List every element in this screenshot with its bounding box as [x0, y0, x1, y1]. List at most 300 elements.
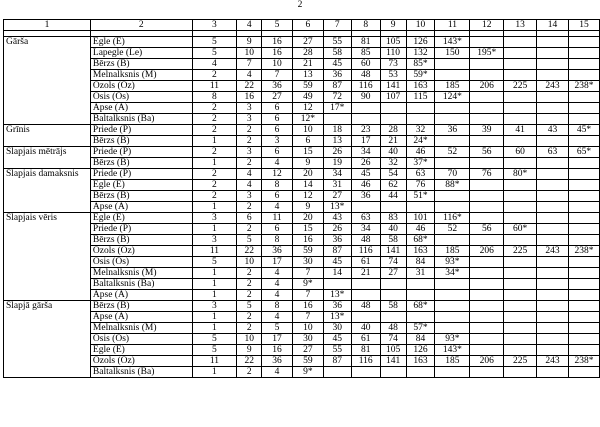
value-cell	[435, 136, 470, 147]
value-cell	[435, 59, 470, 70]
value-cell	[537, 312, 569, 323]
value-cell	[470, 235, 504, 246]
value-cell: 23	[351, 125, 380, 136]
value-cell	[351, 290, 380, 301]
value-cell	[504, 279, 537, 290]
value-cell: 27	[380, 268, 406, 279]
value-cell	[470, 334, 504, 345]
value-cell: 49	[292, 92, 323, 103]
value-cell: 2	[237, 290, 262, 301]
value-cell: 56	[470, 224, 504, 235]
table-row	[4, 103, 600, 114]
species-cell: Bērzs (B)	[90, 301, 192, 312]
value-cell: 115	[406, 92, 435, 103]
page-number: 2	[297, 0, 303, 10]
value-cell	[504, 158, 537, 169]
value-cell: 16	[237, 92, 262, 103]
value-cell: 34	[351, 147, 380, 158]
value-cell	[435, 290, 470, 301]
value-cell: 16	[292, 301, 323, 312]
value-cell: 15	[292, 224, 323, 235]
value-cell	[470, 202, 504, 213]
value-cell: 238*	[568, 356, 599, 367]
value-cell: 36	[323, 235, 351, 246]
value-cell: 17	[262, 334, 293, 345]
table-row	[4, 70, 600, 81]
value-cell: 5	[237, 301, 262, 312]
table-row	[4, 257, 600, 268]
value-cell: 80*	[504, 169, 537, 180]
value-cell	[504, 92, 537, 103]
value-cell: 4	[237, 70, 262, 81]
value-cell: 22	[237, 81, 262, 92]
value-cell: 11	[192, 246, 237, 257]
value-cell: 20	[292, 169, 323, 180]
value-cell: 10	[237, 257, 262, 268]
value-cell	[568, 48, 599, 59]
value-cell	[537, 367, 569, 378]
value-cell: 9	[292, 158, 323, 169]
column-header-1: 1	[4, 20, 91, 31]
value-cell	[470, 268, 504, 279]
value-cell: 40	[351, 323, 380, 334]
value-cell: 87	[323, 246, 351, 257]
value-cell: 84	[406, 257, 435, 268]
value-cell: 21	[380, 136, 406, 147]
value-cell: 8	[192, 92, 237, 103]
value-cell	[504, 202, 537, 213]
value-cell	[351, 103, 380, 114]
value-cell: 101	[406, 213, 435, 224]
value-cell	[406, 103, 435, 114]
value-cell	[504, 257, 537, 268]
value-cell: 6	[262, 147, 293, 158]
value-cell	[351, 114, 380, 125]
species-cell: Apse (A)	[90, 103, 192, 114]
value-cell: 63	[537, 147, 569, 158]
value-cell: 46	[406, 224, 435, 235]
value-cell: 132	[406, 48, 435, 59]
table-row	[4, 180, 600, 191]
value-cell	[504, 114, 537, 125]
value-cell	[568, 169, 599, 180]
table-row	[4, 92, 600, 103]
value-cell: 58	[380, 235, 406, 246]
value-cell	[351, 279, 380, 290]
value-cell	[537, 257, 569, 268]
value-cell	[568, 345, 599, 356]
value-cell: 13	[323, 136, 351, 147]
table-row	[4, 81, 600, 92]
value-cell: 163	[406, 81, 435, 92]
value-cell	[470, 345, 504, 356]
value-cell: 31	[323, 180, 351, 191]
value-cell: 1	[192, 323, 237, 334]
value-cell: 46	[351, 180, 380, 191]
value-cell	[568, 92, 599, 103]
value-cell	[568, 334, 599, 345]
value-cell	[470, 257, 504, 268]
value-cell	[380, 202, 406, 213]
column-header-15: 15	[568, 20, 599, 31]
value-cell: 55	[323, 345, 351, 356]
value-cell: 13*	[323, 202, 351, 213]
value-cell: 59	[292, 81, 323, 92]
value-cell	[504, 367, 537, 378]
value-cell	[504, 103, 537, 114]
value-cell: 3	[237, 114, 262, 125]
value-cell: 141	[380, 246, 406, 257]
value-cell	[470, 136, 504, 147]
table-row	[4, 224, 600, 235]
value-cell	[470, 158, 504, 169]
value-cell	[380, 290, 406, 301]
value-cell: 206	[470, 246, 504, 257]
value-cell: 2	[237, 268, 262, 279]
value-cell: 30	[323, 323, 351, 334]
table-row	[4, 147, 600, 158]
value-cell: 57*	[406, 323, 435, 334]
value-cell: 36	[262, 356, 293, 367]
value-cell: 5	[192, 48, 237, 59]
value-cell: 4	[192, 59, 237, 70]
value-cell: 3	[192, 213, 237, 224]
value-cell: 150	[435, 48, 470, 59]
value-cell: 4	[262, 367, 293, 378]
column-header-6: 6	[292, 20, 323, 31]
value-cell	[504, 180, 537, 191]
value-cell	[568, 268, 599, 279]
value-cell: 141	[380, 356, 406, 367]
value-cell: 5	[192, 334, 237, 345]
value-cell: 6	[262, 191, 293, 202]
value-cell	[568, 59, 599, 70]
value-cell: 243	[537, 356, 569, 367]
value-cell: 60*	[504, 224, 537, 235]
value-cell: 6	[237, 213, 262, 224]
value-cell: 56	[470, 147, 504, 158]
value-cell: 6	[292, 136, 323, 147]
species-cell: Ozols (Oz)	[90, 246, 192, 257]
value-cell: 116	[351, 356, 380, 367]
value-cell	[435, 235, 470, 246]
value-cell: 36	[262, 246, 293, 257]
value-cell: 243	[537, 246, 569, 257]
value-cell	[470, 103, 504, 114]
value-cell: 44	[380, 191, 406, 202]
value-cell	[537, 279, 569, 290]
value-cell	[568, 213, 599, 224]
value-cell: 76	[470, 169, 504, 180]
species-cell: Melnalksnis (M)	[90, 323, 192, 334]
value-cell: 126	[406, 345, 435, 356]
value-cell: 19	[323, 158, 351, 169]
value-cell	[537, 48, 569, 59]
value-cell: 10	[237, 48, 262, 59]
value-cell: 6	[262, 114, 293, 125]
value-cell: 4	[262, 312, 293, 323]
value-cell	[470, 180, 504, 191]
species-cell: Priede (P)	[90, 169, 192, 180]
value-cell	[568, 180, 599, 191]
value-cell: 6	[262, 224, 293, 235]
value-cell: 24*	[406, 136, 435, 147]
value-cell: 12*	[292, 114, 323, 125]
value-cell: 48	[351, 235, 380, 246]
value-cell	[568, 202, 599, 213]
column-header-10: 10	[406, 20, 435, 31]
value-cell: 61	[351, 257, 380, 268]
table-row	[4, 268, 600, 279]
species-cell: Osis (Os)	[90, 92, 192, 103]
value-cell: 8	[262, 180, 293, 191]
species-cell: Baltalksnis (Ba)	[90, 367, 192, 378]
table-row	[4, 367, 600, 378]
value-cell: 16	[262, 48, 293, 59]
table-row	[4, 191, 600, 202]
value-cell: 5	[192, 257, 237, 268]
value-cell	[537, 268, 569, 279]
value-cell	[435, 103, 470, 114]
value-cell: 2	[237, 367, 262, 378]
value-cell	[537, 180, 569, 191]
species-cell: Apse (A)	[90, 290, 192, 301]
value-cell: 32	[406, 125, 435, 136]
value-cell: 1	[192, 268, 237, 279]
value-cell	[470, 37, 504, 48]
value-cell: 12	[262, 169, 293, 180]
value-cell	[504, 136, 537, 147]
value-cell: 10	[237, 334, 262, 345]
value-cell: 39	[470, 125, 504, 136]
value-cell: 45	[323, 334, 351, 345]
value-cell: 45	[351, 169, 380, 180]
value-cell	[380, 312, 406, 323]
table-row	[4, 48, 600, 59]
value-cell	[504, 37, 537, 48]
value-cell: 26	[351, 158, 380, 169]
value-cell	[470, 70, 504, 81]
species-cell: Baltalksnis (Ba)	[90, 279, 192, 290]
value-cell: 2	[237, 158, 262, 169]
column-header-8: 8	[351, 20, 380, 31]
value-cell: 21	[351, 268, 380, 279]
value-cell: 4	[262, 279, 293, 290]
value-cell	[504, 312, 537, 323]
value-cell	[470, 191, 504, 202]
table-row	[4, 235, 600, 246]
species-cell: Egle (E)	[90, 213, 192, 224]
column-header-14: 14	[537, 20, 569, 31]
site-type-cell: Gārša	[4, 37, 91, 125]
value-cell: 18	[323, 125, 351, 136]
value-cell	[470, 114, 504, 125]
value-cell: 85	[351, 48, 380, 59]
value-cell: 2	[237, 202, 262, 213]
site-type-cell: Slapjais vēris	[4, 213, 91, 301]
table-row	[4, 290, 600, 301]
value-cell	[568, 301, 599, 312]
value-cell: 17	[262, 257, 293, 268]
value-cell: 34	[323, 169, 351, 180]
value-cell	[435, 312, 470, 323]
value-cell: 27	[323, 191, 351, 202]
value-cell: 34*	[435, 268, 470, 279]
value-cell	[537, 158, 569, 169]
value-cell: 16	[292, 235, 323, 246]
column-header-7: 7	[323, 20, 351, 31]
table-row	[4, 37, 600, 48]
table-row	[4, 59, 600, 70]
value-cell: 21	[292, 59, 323, 70]
value-cell: 225	[504, 246, 537, 257]
species-cell: Egle (E)	[90, 37, 192, 48]
value-cell: 2	[192, 103, 237, 114]
species-cell: Melnalksnis (M)	[90, 70, 192, 81]
site-type-cell: Grīnis	[4, 125, 91, 147]
value-cell: 8	[262, 301, 293, 312]
value-cell: 7	[262, 70, 293, 81]
value-cell: 185	[435, 246, 470, 257]
value-cell: 27	[292, 345, 323, 356]
value-cell: 7	[292, 312, 323, 323]
value-cell	[470, 92, 504, 103]
value-cell: 163	[406, 356, 435, 367]
table-row	[4, 345, 600, 356]
value-cell: 243	[537, 81, 569, 92]
value-cell	[323, 114, 351, 125]
value-cell	[568, 37, 599, 48]
value-cell: 16	[262, 37, 293, 48]
table-row	[4, 158, 600, 169]
column-header-13: 13	[504, 20, 537, 31]
species-cell: Priede (P)	[90, 147, 192, 158]
site-type-cell: Slapjā gārša	[4, 301, 91, 378]
value-cell: 52	[435, 224, 470, 235]
value-cell: 26	[323, 224, 351, 235]
value-cell: 206	[470, 356, 504, 367]
table-row	[4, 301, 600, 312]
value-cell: 2	[192, 191, 237, 202]
value-cell: 2	[237, 312, 262, 323]
value-cell	[537, 136, 569, 147]
value-cell: 9	[292, 202, 323, 213]
value-cell: 84	[406, 334, 435, 345]
value-cell: 13*	[323, 290, 351, 301]
value-cell: 2	[192, 125, 237, 136]
value-cell: 36	[351, 191, 380, 202]
value-cell	[435, 367, 470, 378]
value-cell: 5	[262, 323, 293, 334]
value-cell: 36	[323, 70, 351, 81]
value-cell	[568, 235, 599, 246]
value-cell	[568, 290, 599, 301]
value-cell	[380, 367, 406, 378]
value-cell: 20	[292, 213, 323, 224]
value-cell: 141	[380, 81, 406, 92]
value-cell	[504, 213, 537, 224]
value-cell	[537, 213, 569, 224]
value-cell	[435, 114, 470, 125]
value-cell: 45	[323, 59, 351, 70]
value-cell: 27	[292, 37, 323, 48]
value-cell: 105	[380, 345, 406, 356]
value-cell: 3	[237, 191, 262, 202]
value-cell	[470, 59, 504, 70]
value-cell: 7	[292, 268, 323, 279]
value-cell	[435, 158, 470, 169]
value-cell	[504, 290, 537, 301]
value-cell: 59*	[406, 70, 435, 81]
table-row	[4, 202, 600, 213]
value-cell: 10	[292, 125, 323, 136]
value-cell: 76	[406, 180, 435, 191]
value-cell	[568, 279, 599, 290]
value-cell	[504, 323, 537, 334]
table-row	[4, 312, 600, 323]
value-cell: 4	[262, 202, 293, 213]
value-cell: 36	[262, 81, 293, 92]
value-cell: 30	[292, 334, 323, 345]
value-cell: 5	[237, 235, 262, 246]
value-cell	[435, 279, 470, 290]
value-cell	[537, 191, 569, 202]
value-cell	[406, 367, 435, 378]
value-cell: 53	[380, 70, 406, 81]
value-cell	[568, 114, 599, 125]
value-cell: 68*	[406, 301, 435, 312]
value-cell: 4	[262, 290, 293, 301]
value-cell: 22	[237, 356, 262, 367]
table-row	[4, 136, 600, 147]
value-cell	[537, 37, 569, 48]
species-cell: Bērzs (B)	[90, 158, 192, 169]
value-cell	[504, 59, 537, 70]
value-cell: 28	[380, 125, 406, 136]
value-cell: 62	[380, 180, 406, 191]
value-cell: 10	[262, 59, 293, 70]
value-cell: 87	[323, 356, 351, 367]
value-cell: 30	[292, 257, 323, 268]
value-cell: 61	[351, 334, 380, 345]
value-cell: 1	[192, 202, 237, 213]
value-cell: 11	[262, 213, 293, 224]
value-cell: 9	[237, 37, 262, 48]
value-cell	[568, 136, 599, 147]
value-cell	[568, 103, 599, 114]
value-cell	[504, 191, 537, 202]
value-cell	[380, 114, 406, 125]
value-cell	[504, 268, 537, 279]
value-cell: 2	[192, 147, 237, 158]
species-cell: Bērzs (B)	[90, 136, 192, 147]
value-cell: 40	[380, 147, 406, 158]
value-cell	[470, 367, 504, 378]
value-cell: 63	[406, 169, 435, 180]
species-cell: Ozols (Oz)	[90, 356, 192, 367]
value-cell: 60	[504, 147, 537, 158]
value-cell: 206	[470, 81, 504, 92]
value-cell	[537, 92, 569, 103]
value-cell: 28	[292, 48, 323, 59]
value-cell: 26	[323, 147, 351, 158]
value-cell: 81	[351, 37, 380, 48]
value-cell: 2	[237, 136, 262, 147]
value-cell: 6	[262, 103, 293, 114]
value-cell: 10	[292, 323, 323, 334]
value-cell	[537, 224, 569, 235]
value-cell: 36	[435, 125, 470, 136]
